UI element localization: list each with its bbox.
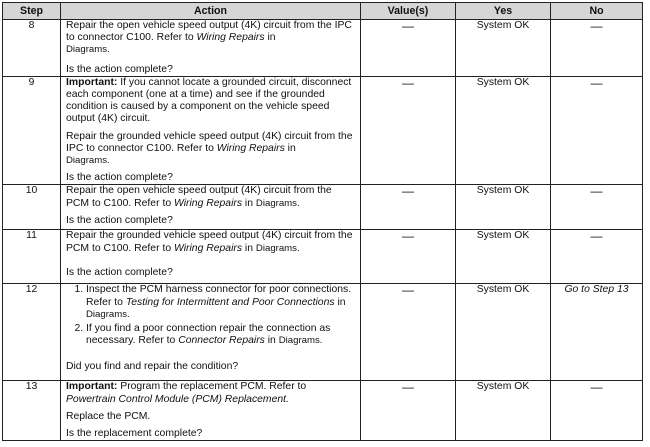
values-cell: — [361, 230, 456, 284]
table-row [3, 76, 643, 185]
action-cell [61, 230, 361, 284]
step-number: 13 [3, 381, 61, 441]
header-no: No [551, 3, 643, 20]
action-cell [61, 284, 361, 381]
list-item: 2. If you find a poor connection repair the connection as necessary. Refer to Connector Repairs in Diagrams. [86, 323, 355, 347]
no-cell: — [551, 230, 643, 284]
step-number: 10 [3, 185, 61, 230]
no-cell: — [551, 76, 643, 185]
values-cell: — [361, 185, 456, 230]
step-number: 11 [3, 230, 61, 284]
action-text: Repair the grounded vehicle speed output (4K) circuit from the PCM to C100. Refer to Wiring Repairs in Diagrams. [66, 230, 353, 254]
action-cell [61, 381, 361, 441]
action-question: Is the action complete? [66, 63, 173, 75]
important-note: Important: If you cannot locate a grounded circuit, disconnect each component (one at a time) and see if the grounded condition is caused by a component on the vehicle speed output (4K) circuit. [66, 76, 352, 125]
action-question: Did you find and repair the condition? [66, 361, 239, 373]
table-row [3, 20, 643, 77]
header-step: Step [3, 3, 61, 20]
values-cell: — [361, 381, 456, 441]
step-number: 12 [3, 284, 61, 381]
action-cell [61, 20, 361, 77]
header-yes: Yes [456, 3, 551, 20]
action-text: Repair the open vehicle speed output (4K) circuit from the IPC to connector C100. Refer to Wiring Repairs in Diagrams. [66, 20, 352, 56]
action-question: Is the action complete? [66, 214, 173, 226]
reference-link: Wiring Repairs [174, 197, 243, 209]
table-row [3, 381, 643, 441]
action-question: Is the action complete? [66, 266, 173, 278]
header-row [3, 3, 643, 20]
reference-link: Powertrain Control Module (PCM) Replacement. [66, 393, 289, 405]
reference-link: Wiring Repairs [216, 142, 285, 154]
reference-link: Wiring Repairs [174, 242, 243, 254]
step-number: 8 [3, 20, 61, 77]
table-row [3, 185, 643, 230]
action-cell [61, 185, 361, 230]
action-text: Repair the open vehicle speed output (4K) circuit from the PCM to C100. Refer to Wiring Repairs in Diagrams. [66, 185, 332, 209]
action-question: Is the replacement complete? [66, 428, 203, 440]
no-cell: — [551, 20, 643, 77]
action-question: Is the action complete? [66, 172, 173, 184]
header-action: Action [61, 3, 361, 20]
action-steps-list [66, 284, 355, 347]
no-cell: Go to Step 13 [551, 284, 643, 381]
yes-cell: System OK [456, 20, 551, 77]
reference-link: Connector Repairs [178, 335, 265, 347]
list-item: 1. Inspect the PCM harness connector for poor connections. Refer to Testing for Intermittent and Poor Connections in Diagrams. [86, 284, 355, 321]
yes-cell: System OK [456, 185, 551, 230]
values-cell: — [361, 20, 456, 77]
table-row [3, 284, 643, 381]
important-note: Important: Program the replacement PCM. Refer to Powertrain Control Module (PCM) Replacement. [66, 381, 307, 405]
action-cell [61, 76, 361, 185]
no-cell: — [551, 185, 643, 230]
diagnostic-table [2, 2, 643, 441]
yes-cell: System OK [456, 284, 551, 381]
yes-cell: System OK [456, 76, 551, 185]
no-cell: — [551, 381, 643, 441]
yes-cell: System OK [456, 230, 551, 284]
table-row [3, 230, 643, 284]
values-cell: — [361, 76, 456, 185]
header-values: Value(s) [361, 3, 456, 20]
step-number: 9 [3, 76, 61, 185]
reference-link: Testing for Intermittent and Poor Connections [125, 296, 335, 308]
yes-cell: System OK [456, 381, 551, 441]
action-text: Replace the PCM. [66, 410, 151, 422]
action-text: Repair the grounded vehicle speed output (4K) circuit from the IPC to connector C100. Refer to Wiring Repairs in Diagrams. [66, 130, 353, 167]
values-cell: — [361, 284, 456, 381]
reference-link: Wiring Repairs [196, 32, 265, 44]
